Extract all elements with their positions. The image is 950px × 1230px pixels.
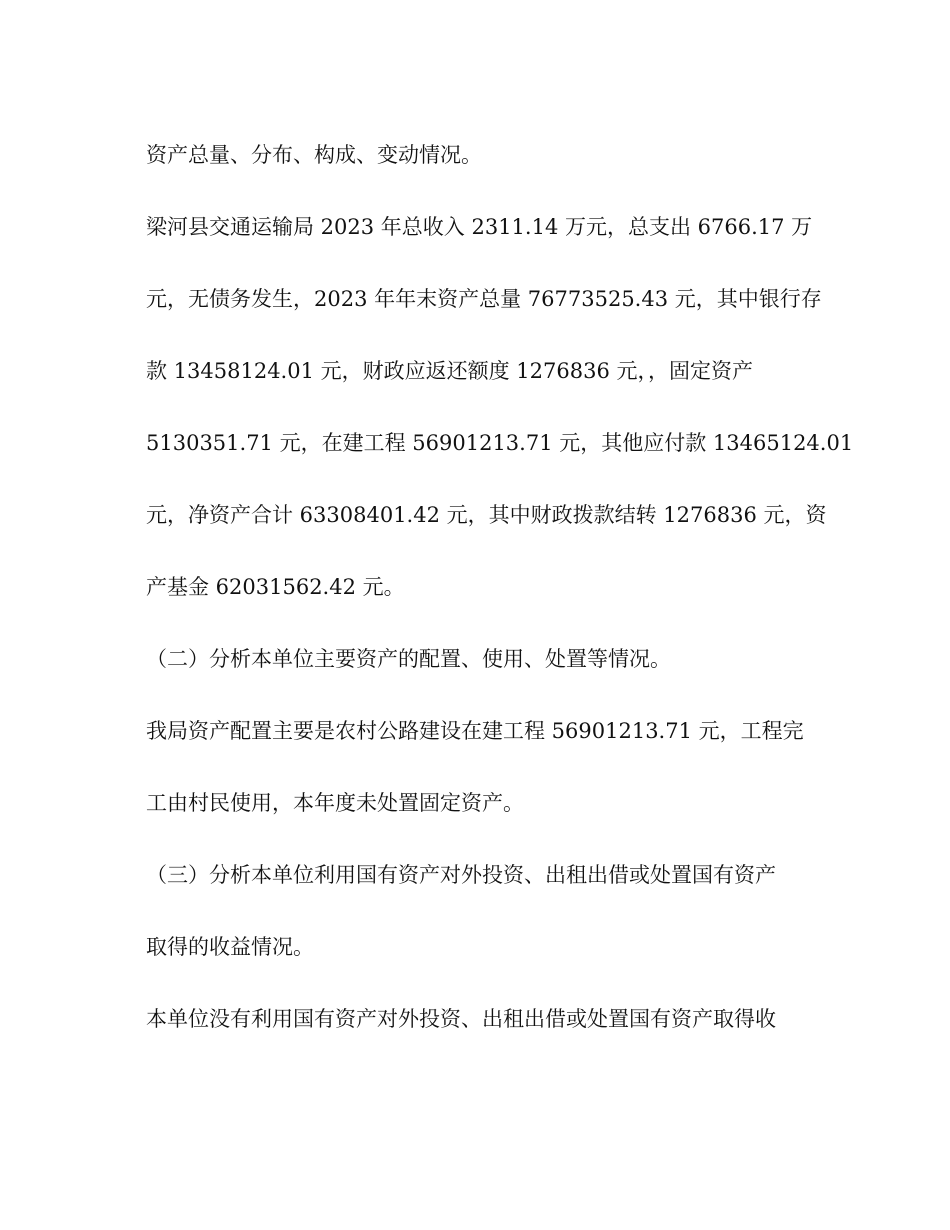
text-line: 本单位没有利用国有资产对外投资、出租出借或处置国有资产取得收 (146, 1007, 776, 1031)
text-line: 5130351.71 元，在建工程 56901213.71 元，其他应付款 13465124.01 (146, 431, 854, 455)
text-line: 元，无债务发生，2023 年年末资产总量 76773525.43 元，其中银行存 (146, 287, 822, 311)
section-heading: （三）分析本单位利用国有资产对外投资、出租出借或处置国有资产 (146, 863, 776, 887)
text-line: 资产总量、分布、构成、变动情况。 (146, 143, 482, 167)
document-body (146, 137, 854, 1073)
text-line: 梁河县交通运输局 2023 年总收入 2311.14 万元，总支出 6766.17 万 (146, 215, 813, 239)
text-line: 元，净资产合计 63308401.42 元，其中财政拨款结转 1276836 元，资 (146, 503, 827, 527)
text-line: 款 13458124.01 元，财政应返还额度 1276836 元，，固定资产 (146, 359, 754, 383)
text-line: 产基金 62031562.42 元。 (146, 575, 405, 599)
text-line: 工由村民使用，本年度未处置固定资产。 (146, 791, 524, 815)
text-line: 我局资产配置主要是农村公路建设在建工程 56901213.71 元，工程完 (146, 719, 804, 743)
section-heading-continued: 取得的收益情况。 (146, 935, 314, 959)
section-heading: （二）分析本单位主要资产的配置、使用、处置等情况。 (146, 647, 671, 671)
